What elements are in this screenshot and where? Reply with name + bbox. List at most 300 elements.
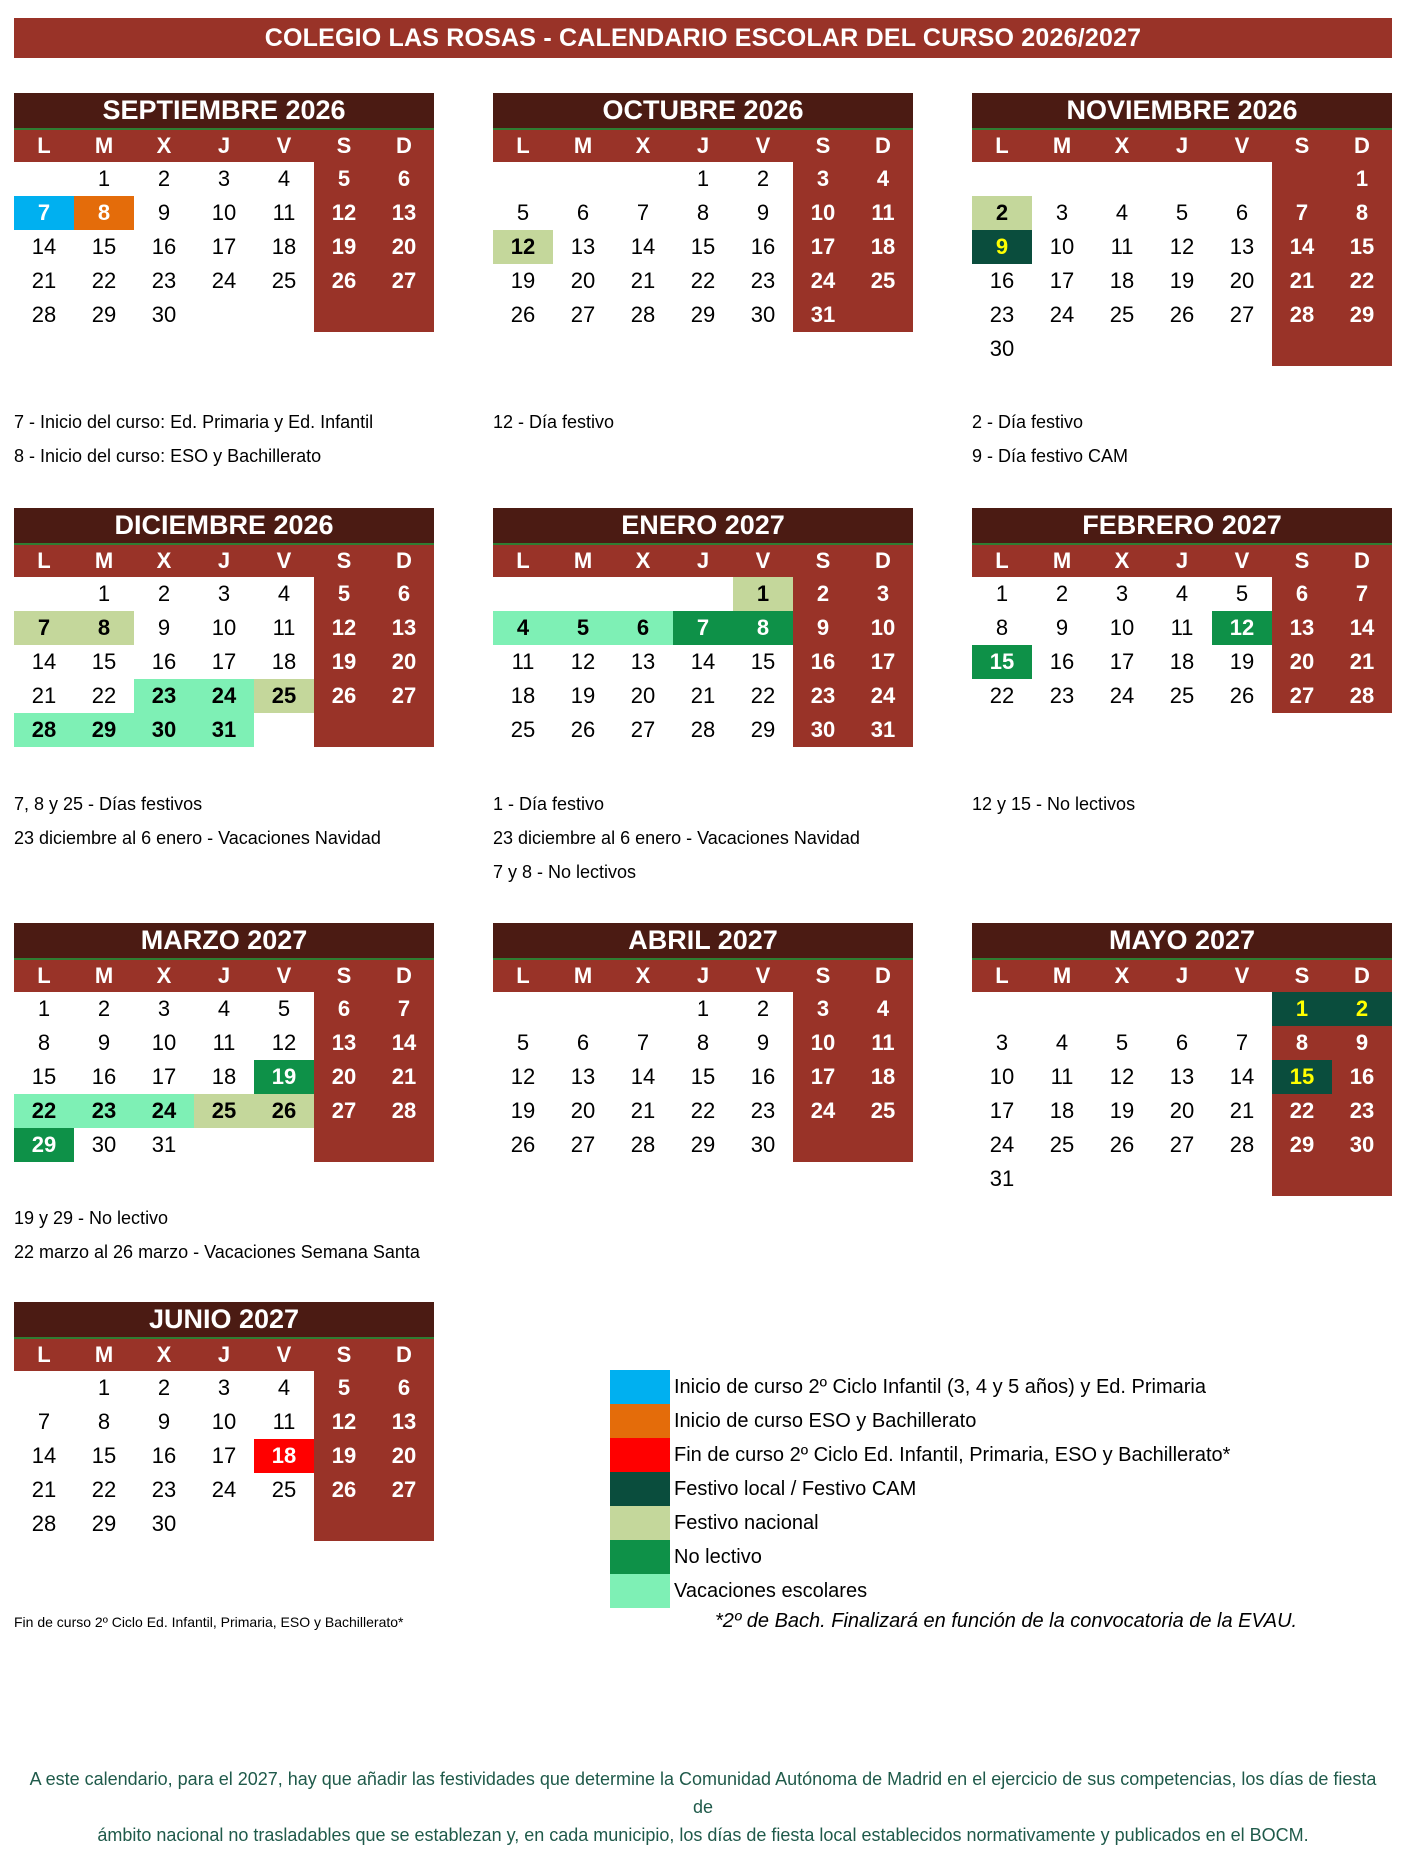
day-cell: 13 <box>1229 234 1255 259</box>
day-cell: 13 <box>1272 611 1332 645</box>
day-cell: 28 <box>14 713 74 747</box>
day-cell: 16 <box>91 1064 117 1089</box>
day-cell: 28 <box>630 1132 656 1157</box>
month-days-grid <box>972 130 1392 366</box>
weekday-header: M <box>74 960 134 992</box>
day-cell: 3 <box>995 1030 1009 1055</box>
empty-day-cell <box>613 992 673 1026</box>
day-cell: 1 <box>97 166 111 191</box>
day-cell: 22 <box>690 1098 716 1123</box>
day-cell: 13 <box>314 1026 374 1060</box>
day-cell: 20 <box>570 1098 596 1123</box>
day-cell: 21 <box>690 683 716 708</box>
empty-day-cell <box>14 1371 74 1405</box>
month-title: SEPTIEMBRE 2026 <box>14 93 434 130</box>
month-days-grid <box>14 130 434 332</box>
month-note: 12 y 15 - No lectivos <box>972 794 1136 814</box>
day-cell: 3 <box>793 162 853 196</box>
day-cell: 1 <box>97 1375 111 1400</box>
day-cell: 29 <box>14 1128 74 1162</box>
month-notes-block <box>972 405 1392 473</box>
day-cell: 7 <box>14 611 74 645</box>
day-cell: 4 <box>1175 581 1189 606</box>
weekday-header: L <box>972 545 1032 577</box>
weekday-header: M <box>553 545 613 577</box>
day-cell: 28 <box>1332 679 1392 713</box>
legend-label: No lectivo <box>674 1545 762 1568</box>
day-cell: 5 <box>1175 200 1189 225</box>
weekday-header: L <box>14 960 74 992</box>
day-cell: 26 <box>254 1094 314 1128</box>
day-cell: 7 <box>636 1030 650 1055</box>
day-cell: 2 <box>972 196 1032 230</box>
day-cell: 15 <box>690 1064 716 1089</box>
day-cell: 2 <box>157 581 171 606</box>
footer-note <box>20 1765 1386 1849</box>
day-cell: 2 <box>793 577 853 611</box>
day-cell: 21 <box>1272 264 1332 298</box>
day-cell: 10 <box>989 1064 1015 1089</box>
month-note: 12 - Día festivo <box>493 412 615 432</box>
empty-day-cell <box>853 1128 913 1162</box>
day-cell: 25 <box>271 268 297 293</box>
day-cell: 9 <box>972 230 1032 264</box>
weekday-header: S <box>314 545 374 577</box>
legend-item <box>610 1438 1230 1472</box>
day-cell: 23 <box>750 1098 776 1123</box>
day-cell: 28 <box>31 302 57 327</box>
day-cell: 18 <box>1169 649 1195 674</box>
weekday-header: D <box>374 960 434 992</box>
day-cell: 24 <box>194 679 254 713</box>
day-cell: 26 <box>1109 1132 1135 1157</box>
day-cell: 7 <box>1332 577 1392 611</box>
weekday-header: S <box>793 130 853 162</box>
day-cell: 8 <box>74 611 134 645</box>
empty-day-cell <box>1152 992 1212 1026</box>
weekday-header: S <box>793 960 853 992</box>
weekday-header: J <box>673 545 733 577</box>
day-cell: 15 <box>1332 230 1392 264</box>
empty-day-cell <box>613 577 673 611</box>
weekday-header: M <box>1032 130 1092 162</box>
day-cell: 18 <box>254 1439 314 1473</box>
empty-day-cell <box>972 162 1032 196</box>
empty-day-cell <box>1152 162 1212 196</box>
weekday-header: L <box>14 545 74 577</box>
day-cell: 23 <box>151 1477 177 1502</box>
day-cell: 27 <box>570 1132 596 1157</box>
day-cell: 31 <box>793 298 853 332</box>
empty-day-cell <box>314 713 374 747</box>
weekday-header: S <box>793 545 853 577</box>
day-cell: 2 <box>1055 581 1069 606</box>
weekday-header: L <box>493 130 553 162</box>
day-cell: 7 <box>374 992 434 1026</box>
empty-day-cell <box>254 1507 314 1541</box>
day-cell: 13 <box>630 649 656 674</box>
day-cell: 22 <box>1332 264 1392 298</box>
day-cell: 12 <box>314 1405 374 1439</box>
weekday-header: D <box>853 130 913 162</box>
day-cell: 25 <box>1169 683 1195 708</box>
day-cell: 2 <box>97 996 111 1021</box>
month-days-grid <box>972 545 1392 713</box>
empty-day-cell <box>493 577 553 611</box>
empty-day-cell <box>14 577 74 611</box>
june-note: Fin de curso 2º Ciclo Ed. Infantil, Primaria, ESO y Bachillerato* <box>14 1614 404 1630</box>
day-cell: 20 <box>1229 268 1255 293</box>
day-cell: 7 <box>37 1409 51 1434</box>
empty-day-cell <box>374 713 434 747</box>
day-cell: 31 <box>194 713 254 747</box>
legend-swatch <box>610 1540 670 1574</box>
day-cell: 12 <box>1169 234 1195 259</box>
day-cell: 5 <box>516 1030 530 1055</box>
day-cell: 6 <box>374 577 434 611</box>
day-cell: 28 <box>31 1511 57 1536</box>
day-cell: 25 <box>254 679 314 713</box>
day-cell: 23 <box>1049 683 1075 708</box>
day-cell: 20 <box>314 1060 374 1094</box>
day-cell: 25 <box>194 1094 254 1128</box>
weekday-header: J <box>194 1339 254 1371</box>
day-cell: 24 <box>211 1477 237 1502</box>
day-cell: 17 <box>211 649 237 674</box>
day-cell: 9 <box>1332 1026 1392 1060</box>
empty-day-cell <box>254 1128 314 1162</box>
empty-day-cell <box>1092 1162 1152 1196</box>
day-cell: 9 <box>157 615 171 640</box>
month-note: 23 diciembre al 6 enero - Vacaciones Navidad <box>14 828 381 848</box>
day-cell: 18 <box>853 1060 913 1094</box>
day-cell: 28 <box>374 1094 434 1128</box>
day-cell: 14 <box>31 234 57 259</box>
day-cell: 15 <box>1272 1060 1332 1094</box>
day-cell: 27 <box>1169 1132 1195 1157</box>
weekday-header: M <box>553 960 613 992</box>
day-cell: 29 <box>1272 1128 1332 1162</box>
day-cell: 2 <box>157 1375 171 1400</box>
day-cell: 29 <box>1332 298 1392 332</box>
footer-line: ámbito nacional no trasladables que se establezan y, en cada municipio, los días de fiesta local establecidos normativamente y publicados en el BOCM. <box>97 1825 1309 1845</box>
legend-item <box>610 1506 1230 1540</box>
weekday-header: X <box>1092 130 1152 162</box>
empty-day-cell <box>254 713 314 747</box>
day-cell: 1 <box>1272 992 1332 1026</box>
day-cell: 6 <box>314 992 374 1026</box>
day-cell: 8 <box>97 1409 111 1434</box>
month-note: 8 - Inicio del curso: ESO y Bachillerato <box>14 446 322 466</box>
weekday-header: D <box>1332 130 1392 162</box>
empty-day-cell <box>553 162 613 196</box>
day-cell: 4 <box>493 611 553 645</box>
day-cell: 25 <box>510 717 536 742</box>
day-cell: 8 <box>1332 196 1392 230</box>
weekday-header: V <box>1212 545 1272 577</box>
day-cell: 23 <box>74 1094 134 1128</box>
day-cell: 6 <box>576 1030 590 1055</box>
weekday-header: D <box>1332 545 1392 577</box>
weekday-header: V <box>254 1339 314 1371</box>
day-cell: 20 <box>630 683 656 708</box>
day-cell: 17 <box>793 230 853 264</box>
day-cell: 12 <box>570 649 596 674</box>
day-cell: 21 <box>31 683 57 708</box>
day-cell: 16 <box>750 234 776 259</box>
day-cell: 20 <box>1272 645 1332 679</box>
day-cell: 25 <box>853 264 913 298</box>
day-cell: 12 <box>1109 1064 1135 1089</box>
day-cell: 1 <box>1332 162 1392 196</box>
day-cell: 10 <box>211 615 237 640</box>
day-cell: 4 <box>853 992 913 1026</box>
day-cell: 10 <box>1109 615 1135 640</box>
day-cell: 17 <box>151 1064 177 1089</box>
day-cell: 14 <box>1229 1064 1255 1089</box>
empty-day-cell <box>314 1128 374 1162</box>
month-days-grid <box>14 960 434 1162</box>
weekday-header: X <box>134 545 194 577</box>
weekday-header: M <box>74 545 134 577</box>
day-cell: 19 <box>510 268 536 293</box>
day-cell: 18 <box>271 649 297 674</box>
weekday-header: D <box>1332 960 1392 992</box>
legend-swatch <box>610 1438 670 1472</box>
empty-day-cell <box>314 1507 374 1541</box>
day-cell: 7 <box>673 611 733 645</box>
weekday-header: X <box>134 1339 194 1371</box>
day-cell: 17 <box>989 1098 1015 1123</box>
weekday-header: X <box>1092 960 1152 992</box>
weekday-header: D <box>374 545 434 577</box>
empty-day-cell <box>1032 162 1092 196</box>
empty-day-cell <box>1032 332 1092 366</box>
day-cell: 26 <box>1229 683 1255 708</box>
day-cell: 26 <box>1169 302 1195 327</box>
day-cell: 3 <box>217 581 231 606</box>
day-cell: 20 <box>374 1439 434 1473</box>
empty-day-cell <box>1272 162 1332 196</box>
day-cell: 5 <box>1115 1030 1129 1055</box>
day-cell: 6 <box>374 1371 434 1405</box>
month-calendar <box>972 93 1392 366</box>
empty-day-cell <box>374 1507 434 1541</box>
month-notes-block <box>493 405 913 439</box>
month-calendar <box>14 508 434 747</box>
day-cell: 11 <box>272 1409 296 1434</box>
weekday-header: J <box>1152 960 1212 992</box>
day-cell: 3 <box>793 992 853 1026</box>
weekday-header: V <box>733 960 793 992</box>
day-cell: 7 <box>1272 196 1332 230</box>
empty-day-cell <box>853 298 913 332</box>
day-cell: 14 <box>31 649 57 674</box>
day-cell: 18 <box>510 683 536 708</box>
day-cell: 5 <box>1235 581 1249 606</box>
day-cell: 18 <box>1109 268 1135 293</box>
day-cell: 9 <box>1055 615 1069 640</box>
day-cell: 4 <box>217 996 231 1021</box>
month-title: NOVIEMBRE 2026 <box>972 93 1392 130</box>
day-cell: 19 <box>510 1098 536 1123</box>
page-title: COLEGIO LAS ROSAS - CALENDARIO ESCOLAR DEL CURSO 2026/2027 <box>14 18 1392 58</box>
month-note: 2 - Día festivo <box>972 412 1084 432</box>
weekday-header: X <box>613 545 673 577</box>
month-calendar <box>493 508 913 747</box>
day-cell: 17 <box>853 645 913 679</box>
month-calendar <box>14 93 434 332</box>
day-cell: 24 <box>1049 302 1075 327</box>
day-cell: 22 <box>91 268 117 293</box>
day-cell: 19 <box>254 1060 314 1094</box>
day-cell: 5 <box>314 577 374 611</box>
weekday-header: V <box>1212 130 1272 162</box>
day-cell: 26 <box>510 302 536 327</box>
weekday-header: X <box>134 130 194 162</box>
weekday-header: M <box>74 1339 134 1371</box>
month-days-grid <box>14 1339 434 1541</box>
day-cell: 28 <box>1229 1132 1255 1157</box>
empty-day-cell <box>194 298 254 332</box>
month-days-grid <box>493 545 913 747</box>
month-title: OCTUBRE 2026 <box>493 93 913 130</box>
day-cell: 24 <box>793 264 853 298</box>
day-cell: 15 <box>750 649 776 674</box>
day-cell: 18 <box>271 234 297 259</box>
day-cell: 3 <box>853 577 913 611</box>
day-cell: 13 <box>374 611 434 645</box>
month-calendar <box>972 923 1392 1196</box>
day-cell: 26 <box>314 1473 374 1507</box>
day-cell: 29 <box>690 302 716 327</box>
empty-day-cell <box>194 1128 254 1162</box>
weekday-header: X <box>1092 545 1152 577</box>
day-cell: 12 <box>493 230 553 264</box>
day-cell: 5 <box>516 200 530 225</box>
day-cell: 6 <box>1175 1030 1189 1055</box>
empty-day-cell <box>1332 332 1392 366</box>
empty-day-cell <box>1272 332 1332 366</box>
weekday-header: L <box>493 960 553 992</box>
month-calendar <box>14 1302 434 1541</box>
day-cell: 23 <box>793 679 853 713</box>
weekday-header: S <box>1272 130 1332 162</box>
weekday-header: V <box>254 130 314 162</box>
legend-swatch <box>610 1370 670 1404</box>
empty-day-cell <box>1092 162 1152 196</box>
weekday-header: D <box>853 960 913 992</box>
day-cell: 14 <box>374 1026 434 1060</box>
day-cell: 4 <box>853 162 913 196</box>
month-title: ENERO 2027 <box>493 508 913 545</box>
day-cell: 21 <box>31 1477 57 1502</box>
day-cell: 3 <box>217 166 231 191</box>
day-cell: 5 <box>314 162 374 196</box>
day-cell: 29 <box>91 302 117 327</box>
day-cell: 19 <box>314 645 374 679</box>
day-cell: 29 <box>91 1511 117 1536</box>
day-cell: 11 <box>1050 1064 1074 1089</box>
day-cell: 28 <box>630 302 656 327</box>
month-title: FEBRERO 2027 <box>972 508 1392 545</box>
day-cell: 10 <box>211 1409 237 1434</box>
day-cell: 20 <box>1169 1098 1195 1123</box>
day-cell: 27 <box>374 264 434 298</box>
day-cell: 27 <box>374 1473 434 1507</box>
day-cell: 11 <box>1110 234 1134 259</box>
day-cell: 6 <box>1272 577 1332 611</box>
day-cell: 25 <box>853 1094 913 1128</box>
day-cell: 10 <box>211 200 237 225</box>
day-cell: 14 <box>31 1443 57 1468</box>
weekday-header: J <box>673 130 733 162</box>
day-cell: 11 <box>511 649 535 674</box>
day-cell: 2 <box>157 166 171 191</box>
day-cell: 22 <box>1272 1094 1332 1128</box>
empty-day-cell <box>374 298 434 332</box>
empty-day-cell <box>613 162 673 196</box>
day-cell: 9 <box>157 200 171 225</box>
month-note: 1 - Día festivo <box>493 794 605 814</box>
day-cell: 15 <box>31 1064 57 1089</box>
day-cell: 22 <box>989 683 1015 708</box>
day-cell: 21 <box>630 268 656 293</box>
month-title: ABRIL 2027 <box>493 923 913 960</box>
day-cell: 4 <box>1115 200 1129 225</box>
day-cell: 30 <box>1332 1128 1392 1162</box>
day-cell: 19 <box>1229 649 1255 674</box>
weekday-header: V <box>254 960 314 992</box>
day-cell: 30 <box>750 302 776 327</box>
day-cell: 16 <box>1332 1060 1392 1094</box>
month-days-grid <box>493 960 913 1162</box>
day-cell: 18 <box>211 1064 237 1089</box>
empty-day-cell <box>254 298 314 332</box>
day-cell: 11 <box>272 615 296 640</box>
day-cell: 10 <box>1049 234 1075 259</box>
weekday-header: D <box>853 545 913 577</box>
empty-day-cell <box>1212 992 1272 1026</box>
empty-day-cell <box>673 577 733 611</box>
day-cell: 13 <box>570 1064 596 1089</box>
day-cell: 6 <box>576 200 590 225</box>
legend-swatch <box>610 1506 670 1540</box>
day-cell: 11 <box>1170 615 1194 640</box>
weekday-header: M <box>553 130 613 162</box>
weekday-header: L <box>972 960 1032 992</box>
weekday-header: S <box>314 1339 374 1371</box>
day-cell: 1 <box>995 581 1009 606</box>
day-cell: 12 <box>314 611 374 645</box>
day-cell: 21 <box>1229 1098 1255 1123</box>
day-cell: 21 <box>1332 645 1392 679</box>
day-cell: 30 <box>151 1511 177 1536</box>
weekday-header: S <box>314 130 374 162</box>
day-cell: 24 <box>134 1094 194 1128</box>
day-cell: 1 <box>733 577 793 611</box>
empty-day-cell <box>1152 332 1212 366</box>
day-cell: 26 <box>314 679 374 713</box>
day-cell: 12 <box>1212 611 1272 645</box>
empty-day-cell <box>493 162 553 196</box>
day-cell: 16 <box>793 645 853 679</box>
day-cell: 22 <box>14 1094 74 1128</box>
day-cell: 30 <box>793 713 853 747</box>
empty-day-cell <box>1152 1162 1212 1196</box>
day-cell: 7 <box>1235 1030 1249 1055</box>
weekday-header: J <box>1152 130 1212 162</box>
